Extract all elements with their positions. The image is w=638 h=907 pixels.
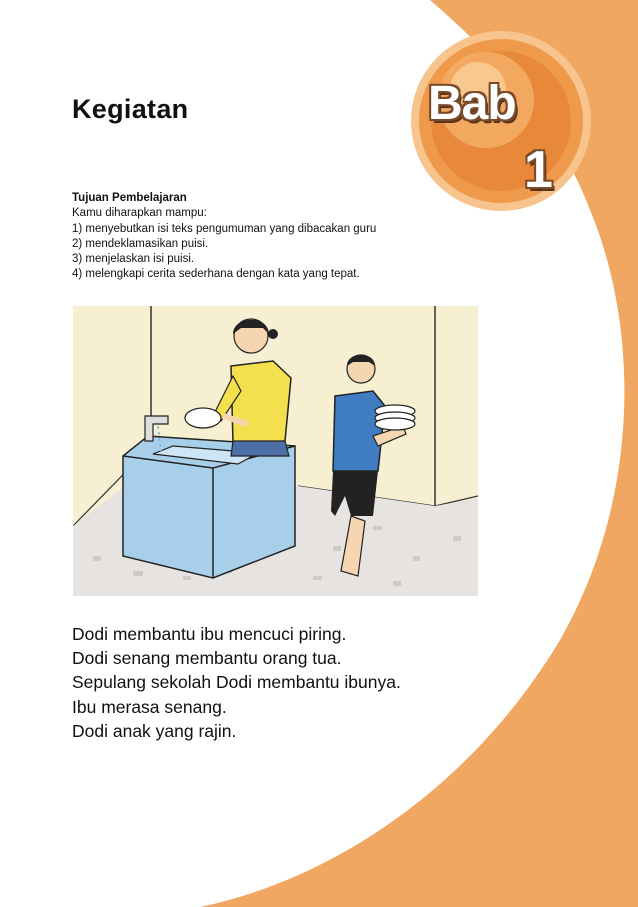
story-text [72, 622, 401, 743]
objective-item: 1) menyebutkan isi teks pengumuman yang dibacakan guru [72, 222, 377, 235]
objectives-heading: Tujuan Pembelajaran [72, 192, 187, 204]
story-line: Sepulang sekolah Dodi membantu ibunya. [72, 672, 401, 693]
objectives-intro: Kamu diharapkan mampu: [72, 207, 207, 220]
story-line: Dodi anak yang rajin. [72, 720, 237, 741]
objective-item: 2) mendeklamasikan puisi. [72, 237, 209, 250]
illustration-washing-dishes [73, 306, 478, 596]
chapter-label: Bab [428, 77, 516, 130]
page-title: Kegiatan [72, 94, 189, 124]
objective-item: 4) melengkapi cerita sederhana dengan kata yang tepat. [72, 268, 360, 281]
chapter-number: 1 [524, 141, 553, 199]
learning-objectives [72, 191, 432, 283]
story-line: Ibu merasa senang. [72, 696, 227, 717]
story-line: Dodi senang membantu orang tua. [72, 648, 342, 669]
story-line: Dodi membantu ibu mencuci piring. [72, 624, 347, 644]
objective-item: 3) menjelaskan isi puisi. [72, 253, 195, 266]
